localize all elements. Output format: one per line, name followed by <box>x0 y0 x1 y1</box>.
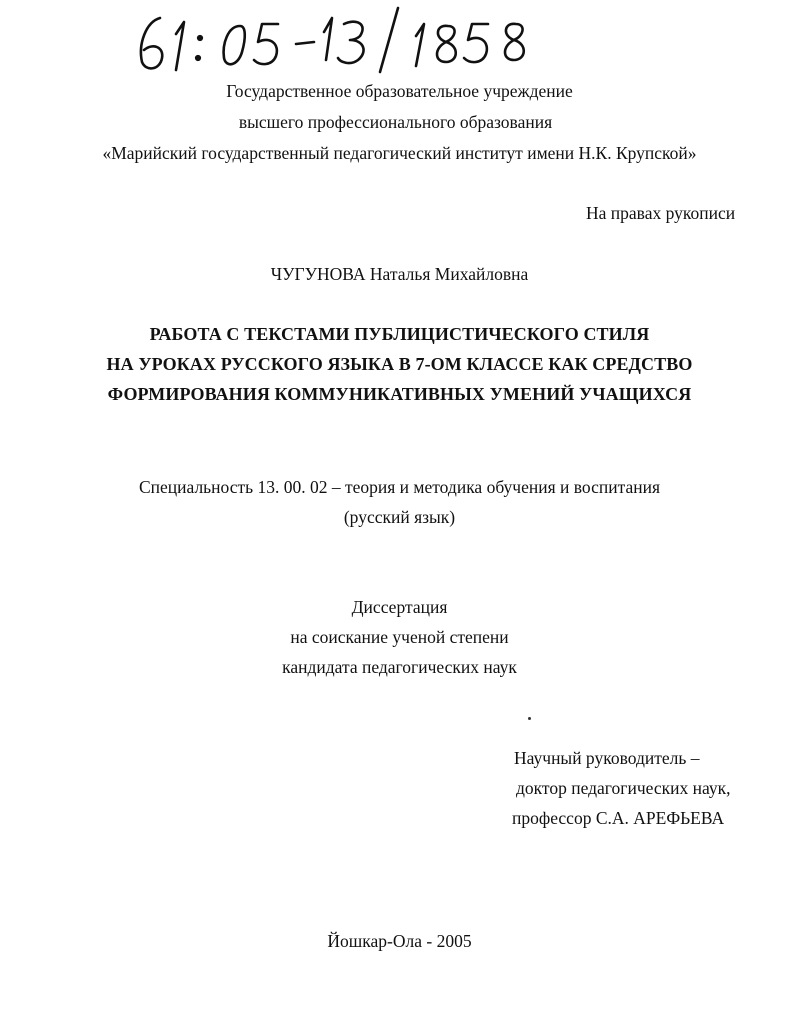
dissertation-title-line-1: РАБОТА С ТЕКСТАМИ ПУБЛИЦИСТИЧЕСКОГО СТИЛЯ <box>149 324 650 344</box>
dissertation-title-line-2: НА УРОКАХ РУССКОГО ЯЗЫКА В 7-ОМ КЛАССЕ КАК СРЕДСТВО <box>106 354 693 374</box>
scan-speck <box>528 717 531 720</box>
degree-line-2: на соискание ученой степени <box>290 627 509 647</box>
institution-line-1: Государственное образовательное учреждение <box>226 81 573 101</box>
manuscript-rights-note: На правах рукописи <box>586 203 736 223</box>
place-and-year: Йошкар-Ола - 2005 <box>327 931 472 951</box>
supervisor-line-3: профессор С.А. АРЕФЬЕВА <box>512 808 725 828</box>
author-name: ЧУГУНОВА Наталья Михайловна <box>270 264 529 284</box>
institution-line-2: высшего профессионального образования <box>238 112 553 132</box>
dissertation-title-line-3: ФОРМИРОВАНИЯ КОММУНИКАТИВНЫХ УМЕНИЙ УЧАЩИХСЯ <box>107 384 692 404</box>
degree-line-1: Диссертация <box>351 597 448 617</box>
handwritten-archive-code <box>128 4 528 76</box>
institution-line-3: «Марийский государственный педагогический институт имени Н.К. Крупской» <box>102 143 697 163</box>
degree-line-3: кандидата педагогических наук <box>282 657 517 677</box>
supervisor-line-2: доктор педагогических наук, <box>516 778 731 798</box>
supervisor-line-1: Научный руководитель – <box>514 748 700 768</box>
specialty-line-1: Специальность 13. 00. 02 – теория и методика обучения и воспитания <box>138 477 661 497</box>
specialty-line-2: (русский язык) <box>343 507 456 527</box>
